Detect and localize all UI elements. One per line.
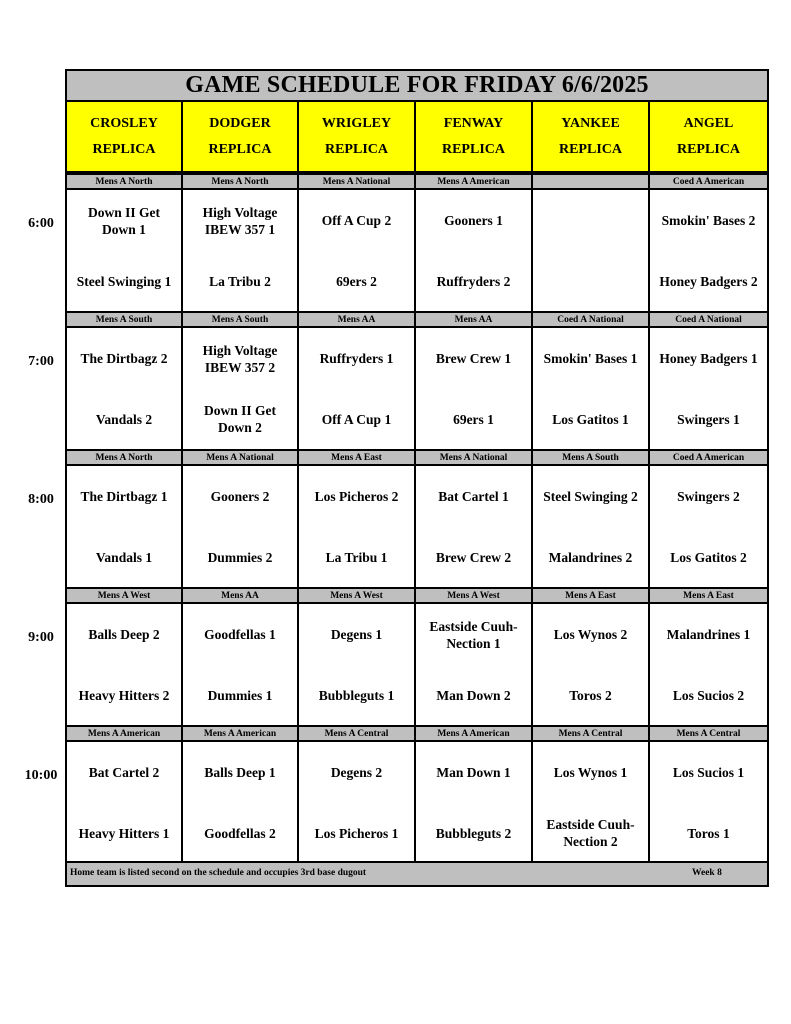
away-team: Eastside Cuuh-Nection 1 (416, 604, 533, 665)
field-name: DODGER (209, 115, 271, 131)
away-team: The Dirtbagz 1 (67, 466, 183, 527)
away-team: Swingers 2 (677, 489, 740, 504)
away-team: Honey Badgers 1 (659, 351, 758, 366)
away-team: Smokin' Bases 1 (533, 328, 650, 389)
division-label: Mens A American (183, 725, 299, 742)
field-name: FENWAY (443, 115, 504, 131)
away-team (533, 190, 650, 251)
division-label: Mens A American (416, 173, 533, 190)
away-team: Off A Cup 2 (299, 190, 416, 251)
division-label: Mens A Central (299, 725, 416, 742)
home-team: Man Down 2 (416, 665, 533, 725)
division-label (533, 173, 650, 190)
home-team: Off A Cup 1 (299, 389, 416, 449)
home-team: Heavy Hitters 1 (67, 803, 183, 863)
division-label: Mens A South (67, 311, 183, 328)
division-label: Mens AA (416, 311, 533, 328)
away-team: Los Sucios 1 (672, 765, 745, 780)
division-label: Mens A South (533, 449, 650, 466)
away-team: Los Wynos 1 (533, 742, 650, 803)
division-label: Mens A National (299, 173, 416, 190)
away-team: High Voltage IBEW 357 2 (183, 328, 299, 389)
field-name: YANKEE (561, 115, 620, 131)
away-team: Man Down 1 (416, 742, 533, 803)
division-label: Mens A South (183, 311, 299, 328)
time-label: 9:00 (28, 630, 54, 645)
home-team: Dummies 1 (183, 665, 299, 725)
home-team: Steel Swinging 1 (67, 251, 183, 311)
division-label: Coed A National (533, 311, 650, 328)
division-label: Mens A Central (650, 725, 767, 742)
division-label: Mens A American (416, 725, 533, 742)
away-team: Balls Deep 2 (67, 604, 183, 665)
division-label: Mens AA (299, 311, 416, 328)
division-label: Coed A American (650, 173, 767, 190)
home-team (533, 251, 650, 311)
away-team: Degens 1 (299, 604, 416, 665)
field-subtitle: REPLICA (676, 141, 740, 157)
away-team: Brew Crew 1 (416, 328, 533, 389)
home-team: Swingers 1 (677, 411, 740, 427)
away-team: Gooners 2 (183, 466, 299, 527)
field-subtitle: REPLICA (441, 141, 505, 157)
division-label: Coed A American (650, 449, 767, 466)
field-header (183, 102, 299, 173)
away-team: Degens 2 (299, 742, 416, 803)
division-label: Mens A West (299, 587, 416, 604)
away-team: The Dirtbagz 2 (67, 328, 183, 389)
time-label: 8:00 (28, 492, 54, 507)
time-label: 7:00 (28, 354, 54, 369)
home-team: Los Gatitos 2 (670, 549, 747, 565)
field-header (416, 102, 533, 173)
home-team: Bubbleguts 1 (299, 665, 416, 725)
away-team: Balls Deep 1 (183, 742, 299, 803)
division-label: Mens A East (299, 449, 416, 466)
division-label: Mens A West (67, 587, 183, 604)
field-header (67, 102, 183, 173)
division-label: Mens AA (183, 587, 299, 604)
home-team: La Tribu 2 (183, 251, 299, 311)
home-team: Toros 2 (533, 665, 650, 725)
division-label: Mens A West (416, 587, 533, 604)
away-team: High Voltage IBEW 357 1 (183, 190, 299, 251)
away-team: Goodfellas 1 (183, 604, 299, 665)
away-team: Down II Get Down 1 (67, 190, 183, 251)
home-team: Vandals 2 (67, 389, 183, 449)
home-team: 69ers 2 (299, 251, 416, 311)
home-team: La Tribu 1 (299, 527, 416, 587)
field-subtitle: REPLICA (92, 141, 156, 157)
division-label: Mens A Central (533, 725, 650, 742)
home-team: Bubbleguts 2 (416, 803, 533, 863)
away-team: Steel Swinging 2 (533, 466, 650, 527)
home-team: Los Picheros 1 (299, 803, 416, 863)
away-team: Bat Cartel 2 (67, 742, 183, 803)
away-team: Smokin' Bases 2 (661, 213, 756, 228)
field-name: WRIGLEY (321, 115, 392, 131)
division-label: Mens A North (67, 173, 183, 190)
away-team: Bat Cartel 1 (416, 466, 533, 527)
footer-note: Home team is listed second on the schedule and occupies 3rd base dugout (70, 868, 367, 878)
division-label: Mens A East (533, 587, 650, 604)
field-header (299, 102, 416, 173)
away-team: Ruffryders 1 (299, 328, 416, 389)
field-header (533, 102, 650, 173)
away-team: Malandrines 1 (666, 627, 751, 642)
home-team: Eastside Cuuh-Nection 2 (533, 803, 650, 863)
home-team: Toros 1 (687, 825, 730, 841)
home-team: Los Gatitos 1 (533, 389, 650, 449)
home-team: Ruffryders 2 (416, 251, 533, 311)
field-name: CROSLEY (90, 115, 158, 131)
division-label: Mens A National (416, 449, 533, 466)
division-label: Mens A American (67, 725, 183, 742)
division-label: Coed A National (650, 311, 767, 328)
field-subtitle: REPLICA (208, 141, 272, 157)
home-team: Malandrines 2 (533, 527, 650, 587)
page-title: GAME SCHEDULE FOR FRIDAY 6/6/2025 (67, 71, 767, 102)
footer-bar (67, 861, 767, 885)
away-team: Los Picheros 2 (299, 466, 416, 527)
field-subtitle: REPLICA (558, 141, 622, 157)
home-team: Honey Badgers 2 (659, 273, 758, 289)
home-team: Heavy Hitters 2 (67, 665, 183, 725)
division-label: Mens A North (67, 449, 183, 466)
time-label: 6:00 (28, 216, 54, 231)
home-team: Vandals 1 (67, 527, 183, 587)
division-label: Mens A East (650, 587, 767, 604)
home-team: 69ers 1 (416, 389, 533, 449)
away-team: Los Wynos 2 (533, 604, 650, 665)
home-team: Down II Get Down 2 (183, 389, 299, 449)
away-team: Gooners 1 (416, 190, 533, 251)
home-team: Los Sucios 2 (672, 687, 745, 703)
division-label: Mens A National (183, 449, 299, 466)
home-team: Dummies 2 (183, 527, 299, 587)
field-subtitle: REPLICA (324, 141, 388, 157)
division-label: Mens A North (183, 173, 299, 190)
home-team: Goodfellas 2 (183, 803, 299, 863)
time-label: 10:00 (24, 768, 58, 783)
field-name: ANGEL (683, 115, 734, 131)
week-label: Week 8 (692, 868, 722, 878)
field-header (650, 102, 767, 173)
home-team: Brew Crew 2 (416, 527, 533, 587)
